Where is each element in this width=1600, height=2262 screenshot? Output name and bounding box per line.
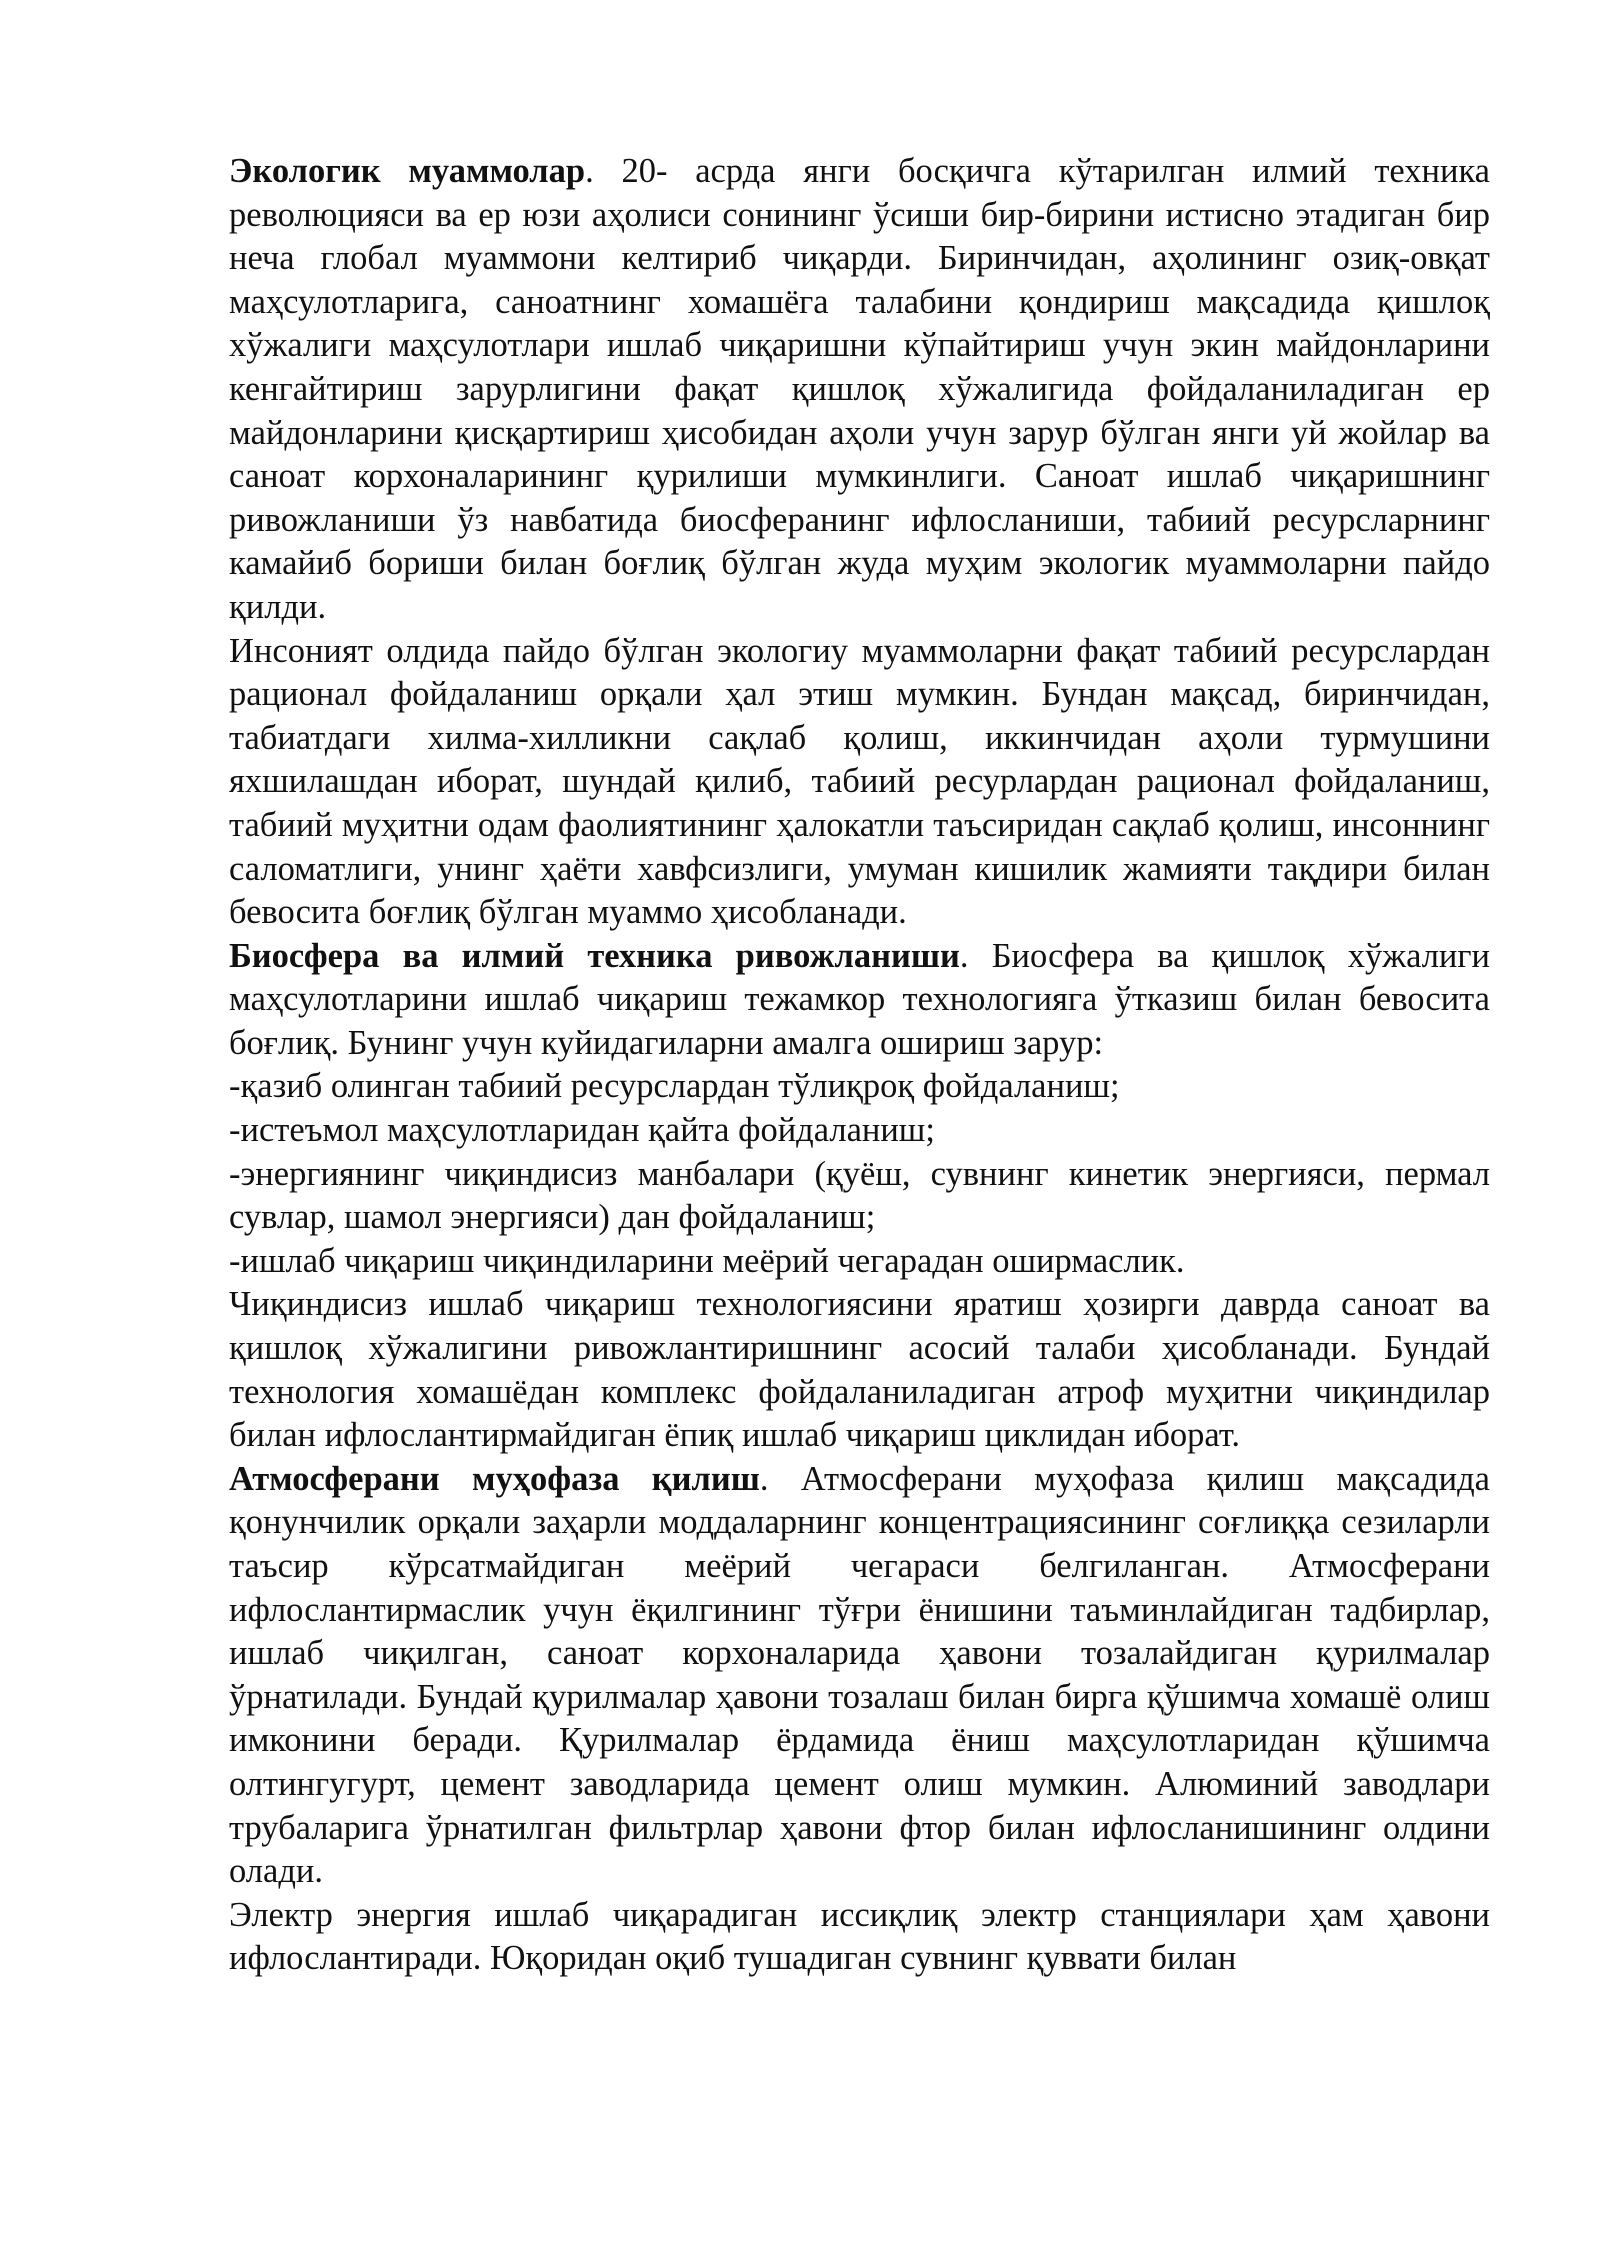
heading-ecological-problems: Экологик муаммолар [229, 152, 586, 190]
list-item: -истеъмол маҳсулотларидан қайта фойдаланиш; [229, 1111, 935, 1150]
paragraph-wasteless-technology: Чиқиндисиз ишлаб чиқариш технологиясини яратиш ҳозирги даврда саноат ва қишлоқ хўжалигини ривожлантиришнинг асосий талаби ҳисобланади. Бундай технология хомашёдан комплекс фойдаланиладиган атроф муҳитни чиқиндилар билан ифлослантирмайдиган ёпиқ ишлаб чиқариш циклидан иборат. [229, 1285, 1490, 1455]
heading-atmosphere-protection: Атмосферани муҳофаза қилиш [229, 1459, 760, 1498]
list-item: -энергиянинг чиқиндисиз манбалари (қуёш, сувнинг кинетик энергияси, пермал сувлар, шамол энергияси) дан фойдаланиш; [229, 1154, 1490, 1237]
list-item: -ишлаб чиқариш чиқиндиларини меёрий чегарадан оширмаслик. [229, 1241, 1185, 1280]
section-ecological-problems [229, 150, 1490, 630]
text-atmosphere-protection: . Атмосферани муҳофаза қилиш мақсадида қонунчилик орқали заҳарли моддаларнинг концентрациясининг соғлиққа сезиларли таъсир кўрсатмайдиган меёрий чегараси белгиланган. Атмосферани ифлослантирмаслик учун ёқилгининг тўғри ёнишини таъминлайдиган тадбирлар, ишлаб чиқилган, саноат корхоналарида ҳавони тозалайдиган қурилмалар ўрнатилади. Бундай қурилмалар ҳавони тозалаш билан бирга қўшимча хомашё олиш имконини беради. Қурилмалар ёрдамида ёниш маҳсулотларидан қўшимча олтингугурт, цемент заводларида цемент олиш мумкин. Алюминий заводлари трубаларига ўрнатилган фильтрлар ҳавони фтор билан ифлосланишининг олдини олади. [229, 1459, 1490, 1891]
document-page [229, 150, 1490, 1981]
heading-biosphere: Биосфера ва илмий техника ривожланиши [229, 936, 960, 975]
section-atmosphere-protection [229, 1458, 1490, 1894]
paragraph-power-stations: Электр энергия ишлаб чиқарадиган иссиқлиқ электр станциялари ҳам ҳавони ифлослантиради. Юқоридан оқиб тушадиган сувнинг қуввати билан [229, 1895, 1490, 1978]
text-ecological-problems: . 20- асрда янги босқичга кўтарилган илмий техника революцияси ва ер юзи аҳолиси сонининг ўсиши бир-бирини истисно этадиган бир неча глобал муаммони келтириб чиқарди. Биринчидан, аҳолининг озиқ-овқат маҳсулотларига, саноатнинг хомашёга талабини қондириш мақсадида қишлоқ хўжалиги маҳсулотлари ишлаб чиқаришни кўпайтириш учун экин майдонларини кенгайтириш зарурлигини фақат қишлоқ хўжалигида фойдаланиладиган ер майдонларини қисқартириш ҳисобидан аҳоли учун зарур бўлган янги уй жойлар ва саноат корхоналарининг қурилиши мумкинлиги. Саноат ишлаб чиқаришнинг ривожланиши ўз навбатида биосферанинг ифлосланиши, табиий ресурсларнинг камайиб бориши билан боғлиқ бўлган жуда муҳим экологик муаммоларни пайдо қилди. [229, 152, 1490, 626]
text-biosphere: . Биосфера ва қишлоқ хўжалиги маҳсулотларини ишлаб чиқариш тежамкор технологияга ўтказиш билан бевосита боғлиқ. Бунинг учун куйидагиларни амалга ошириш зарур: [229, 936, 1490, 1062]
section-biosphere [229, 935, 1490, 1066]
list-item: -қазиб олинган табиий ресурслардан тўлиқроқ фойдаланиш; [229, 1067, 1120, 1106]
paragraph-rational-use: Инсоният олдида пайдо бўлган экологиу муаммоларни фақат табиий ресурслардан рационал фойдаланиш орқали ҳал этиш мумкин. Бундан мақсад, биринчидан, табиатдаги хилма-хилликни сақлаб қолиш, иккинчидан аҳоли турмушини яхшилашдан иборат, шундай қилиб, табиий ресурлардан рационал фойдаланиш, табиий муҳитни одам фаолиятининг ҳалокатли таъсиридан сақлаб қолиш, инсоннинг саломатлиги, унинг ҳаёти хавфсизлиги, умуман кишилик жамияти тақдири билан бевосита боғлиқ бўлган муаммо ҳисобланади. [229, 631, 1490, 932]
